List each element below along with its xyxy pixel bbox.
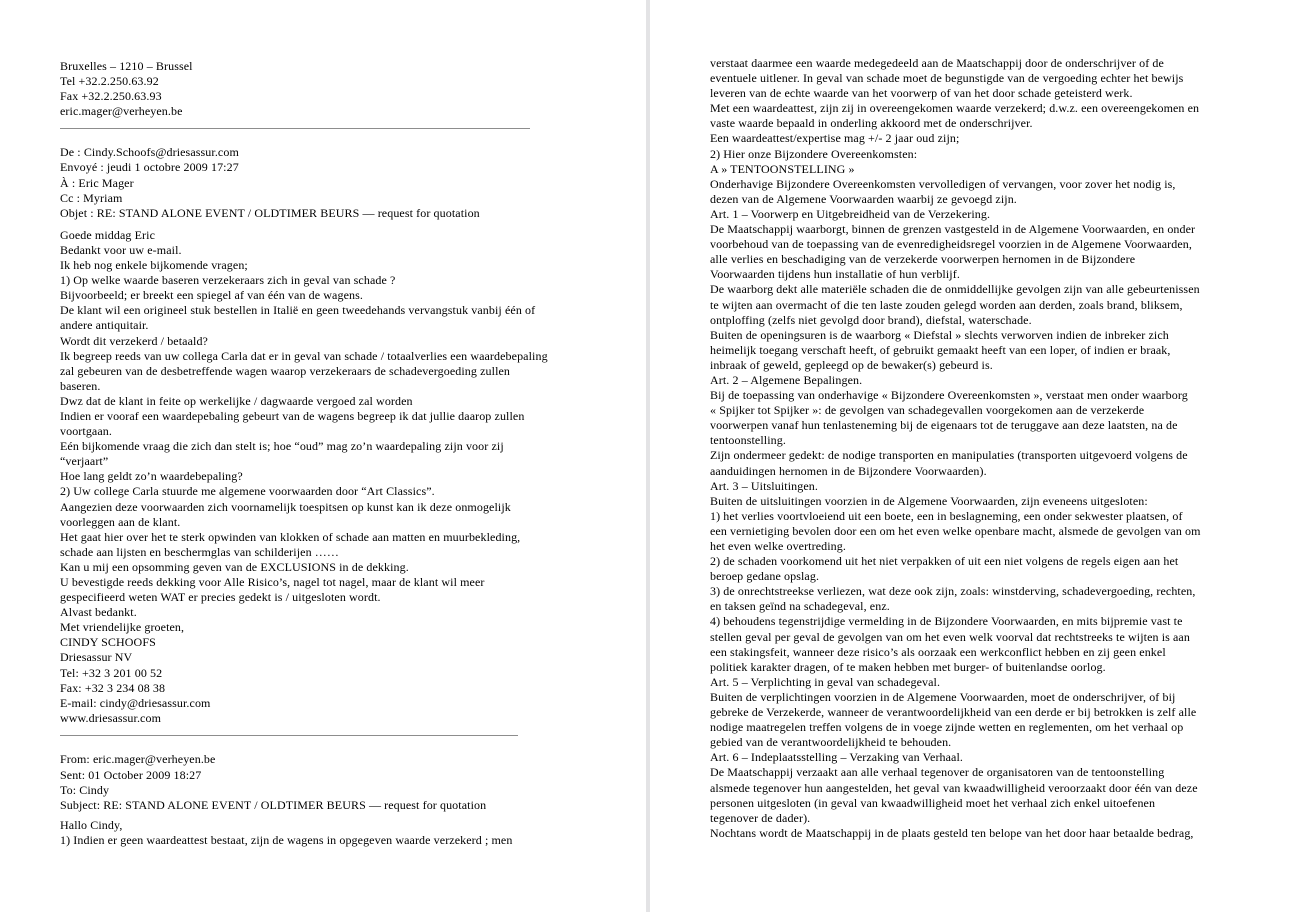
- text-line: Goede middag Eric: [60, 227, 155, 242]
- text-line: Met een waardeattest, zijn zij in overeengekomen waarde verzekerd; d.w.z. een overeengekomen en: [710, 101, 1200, 116]
- text-line: te wijten aan overmacht of die ten laste zouden gelegd worden aan derden, zoals brand, bliksem,: [710, 297, 1183, 312]
- text-line: De : Cindy.Schoofs@driesassur.com: [60, 145, 239, 160]
- text-line: Ik heb nog enkele bijkomende vragen;: [60, 258, 248, 273]
- text-line: 2) Uw college Carla stuurde me algemene voorwaarden door “Art Classics”.: [60, 484, 435, 499]
- text-line: Voorwaarden tijdens hun installatie of hun verblijf.: [710, 267, 960, 282]
- text-line: 2) de schaden voorkomend uit het niet verpakken of uit een niet volgens de regels eigen aan het: [710, 554, 1179, 569]
- text-line: voorbehoud van de toepassing van de evenredigheidsregel voorzien in de Algemene Voorwaarden,: [710, 237, 1192, 252]
- text-line: voorleggen aan de klant.: [60, 514, 181, 529]
- text-line: eventuele uitlener. In geval van schade moet de begunstigde van de vergoeding echter het bewijs: [710, 71, 1184, 86]
- text-line: dezen van de Algemene Voorwaarden waarbij ze gevoegd zijn.: [710, 191, 1017, 206]
- text-line: politiek karakter dragen, of te maken hebben met burger- of buitenlandse oorlog.: [710, 659, 1106, 674]
- text-line: Ik begreep reeds van uw collega Carla dat er in geval van schade / totaalverlies een waardebepaling: [60, 348, 548, 363]
- text-line: « Spijker tot Spijker »: de gevolgen van schadegevallen voorgekomen aan de verzekerde: [710, 403, 1145, 418]
- text-line: Art. 1 – Voorwerp en Uitgebreidheid van de Verzekering.: [710, 206, 991, 221]
- text-line: stellen geval per geval de gevolgen van om het even welk voorval dat rechtstreeks te wijten is aan: [710, 629, 1190, 644]
- text-line: verstaat daarmee een waarde medegedeeld aan de Maatschappij door de onderschrijver of de: [710, 56, 1164, 70]
- text-line: Art. 2 – Algemene Bepalingen.: [710, 372, 863, 387]
- text-line: alsmede tegenover hun aangestelden, het geval van kwaadwilligheid veroorzaakt door één van deze: [710, 780, 1198, 795]
- text-line: 3) de onrechtstreekse verliezen, wat deze ook zijn, zoals: winstderving, schadevergoeding, rechten,: [710, 584, 1196, 599]
- text-line: Wordt dit verzekerd / betaald?: [60, 333, 208, 348]
- text-line: Tel: +32 3 201 00 52: [60, 665, 163, 680]
- text-line: 1) Indien er geen waardeattest bestaat, zijn de wagens in opgegeven waarde verzekerd ; men: [60, 832, 513, 847]
- text-line: De Maatschappij waarborgt, binnen de grenzen vastgesteld in de Algemene Voorwaarden, en onder: [710, 222, 1196, 237]
- text-line: Objet : RE: STAND ALONE EVENT / OLDTIMER BEURS — request for quotation: [60, 205, 480, 220]
- text-line: Hoe lang geldt zo’n waardebepaling?: [60, 469, 243, 484]
- email-separator: [60, 128, 530, 129]
- text-line: Eén bijkomende vraag die zich dan stelt is; hoe “oud” mag zo’n waardepaling zijn voor zij: [60, 439, 504, 454]
- message2-body: [60, 818, 646, 848]
- text-line: Buiten de uitsluitingen voorzien in de Algemene Voorwaarden, zijn eveneens uitgesloten:: [710, 493, 1148, 508]
- page-right: [650, 0, 1292, 912]
- text-line: Alvast bedankt.: [60, 605, 137, 620]
- text-line: Dwz dat de klant in feite op werkelijke / dagwaarde vergoed zal worden: [60, 393, 413, 408]
- text-line: À : Eric Mager: [60, 175, 134, 190]
- text-line: www.driesassur.com: [60, 710, 162, 725]
- text-line: U bevestigde reeds dekking voor Alle Risico’s, nagel tot nagel, maar de klant wil meer: [60, 575, 485, 589]
- text-line: To: Cindy: [60, 782, 110, 797]
- text-line: nodige maatregelen treffen volgens de in voege zijnde wetten en reglementen, om het verhaal op: [710, 720, 1184, 735]
- text-line: Fax: +32 3 234 08 38: [60, 680, 166, 695]
- text-line: Buiten de verplichtingen voorzien in de Algemene Voorwaarden, moet de onderschrijver, of bij: [710, 689, 1176, 704]
- text-line: Bedankt voor uw e-mail.: [60, 242, 182, 257]
- text-line: Indien er vooraf een waardepebaling gebeurt van de wagens begreep ik dat jullie daarop zullen: [60, 408, 525, 423]
- text-line: Het gaat hier over het te sterk opwinden van klokken of schade aan matten en muurbekleding,: [60, 529, 521, 544]
- text-line: Met vriendelijke groeten,: [60, 620, 185, 635]
- text-line: Onderhavige Bijzondere Overeenkomsten vervolledigen of vervangen, voor zover het nodig is,: [710, 176, 1176, 191]
- text-line: aanduidingen hernomen in de Bijzondere Voorwaarden).: [710, 463, 987, 478]
- text-line: het even welke overtreding.: [710, 539, 846, 553]
- text-line: Een waardeattest/expertise mag +/- 2 jaar oud zijn;: [710, 131, 960, 146]
- text-line: Envoyé : jeudi 1 octobre 2009 17:27: [60, 160, 239, 175]
- text-line: tegenover de dader).: [710, 810, 811, 825]
- text-line: een vernietiging bevolen door een om het even welke openbare macht, alsmede de gevolgen van om: [710, 523, 1201, 538]
- message2-headers: [60, 752, 646, 812]
- text-line: gebied van de verantwoordelijkheid te behouden.: [710, 735, 952, 750]
- text-line: eric.mager@verheyen.be: [60, 104, 183, 119]
- text-line: Zijn ondermeer gedekt: de nodige transporten en manipulaties (transporten uitgevoerd volgens de: [710, 448, 1188, 463]
- text-line: Bruxelles – 1210 – Brussel: [60, 59, 193, 73]
- text-line: Driesassur NV: [60, 650, 133, 665]
- text-line: Tel +32.2.250.63.92: [60, 74, 159, 89]
- text-line: tentoonstelling.: [710, 433, 786, 448]
- text-line: Fax +32.2.250.63.93: [60, 89, 162, 104]
- text-line: vaste waarde bepaald in onderling akkoord met de onderschrijver.: [710, 116, 1033, 131]
- right-page-body: [710, 56, 1292, 841]
- text-line: baseren.: [60, 378, 101, 393]
- text-line: inbraak of geweld, gepleegd op de bewaker(s) gebeurd is.: [710, 357, 993, 372]
- text-line: From: eric.mager@verheyen.be: [60, 752, 216, 767]
- text-line: “verjaart”: [60, 454, 109, 469]
- text-line: ontploffing (zelfs niet gevolgd door brand), diefstal, waterschade.: [710, 312, 1032, 327]
- text-line: een stakingsfeit, wanneer deze risico’s als oorzaak een werkconflict hebben en zij geen enkel: [710, 644, 1166, 659]
- text-line: De waarborg dekt alle materiële schaden die de onmiddellijke gevolgen zijn van alle gebeurtenissen: [710, 282, 1200, 297]
- text-line: Nochtans wordt de Maatschappij in de plaats gesteld ten belope van het door haar betaalde bedrag,: [710, 825, 1194, 840]
- text-line: De Maatschappij verzaakt aan alle verhaal tegenover de organisatoren van de tentoonstelling: [710, 765, 1165, 780]
- text-line: heimelijk toegang verschaft heeft, of gebruikt gemaakt heeft van een loper, of indien er braak,: [710, 342, 1171, 357]
- text-line: Kan u mij een opsomming geven van de EXCLUSIONS in de dekking.: [60, 559, 409, 574]
- text-line: Sent: 01 October 2009 18:27: [60, 767, 202, 782]
- text-line: voortgaan.: [60, 424, 112, 439]
- text-line: alle verlies en beschadiging van de verzekerde voorwerpen hernomen in de Bijzondere: [710, 252, 1136, 267]
- text-line: zal gebeuren van de desbetreffende wagen waarop verzekeraars de schadevergoeding zullen: [60, 363, 511, 378]
- text-line: en taksen geïnd na schadegeval, enz.: [710, 599, 890, 614]
- text-line: CINDY SCHOOFS: [60, 635, 156, 650]
- text-line: Subject: RE: STAND ALONE EVENT / OLDTIMER BEURS — request for quotation: [60, 797, 487, 812]
- text-line: Aangezien deze voorwaarden zich voornamelijk toespitsen op kunst kan ik deze onmogelijk: [60, 499, 511, 514]
- text-line: Hallo Cindy,: [60, 817, 123, 832]
- text-line: 2) Hier onze Bijzondere Overeenkomsten:: [710, 146, 918, 161]
- text-line: voorwerpen vanaf hun tenlasteneming bij de eigenaars tot de teruggave aan deze laatsten, na de: [710, 418, 1178, 433]
- text-line: Art. 5 – Verplichting in geval van schadegeval.: [710, 674, 941, 689]
- text-line: gespecifieerd weten WAT er precies gedekt is / uitgesloten wordt.: [60, 590, 381, 605]
- sender-contact-block: [60, 59, 646, 119]
- text-line: Bijvoorbeeld; er breekt een spiegel af van één van de wagens.: [60, 288, 363, 303]
- text-line: Art. 3 – Uitsluitingen.: [710, 478, 818, 493]
- text-line: 1) Op welke waarde baseren verzekeraars zich in geval van schade ?: [60, 273, 396, 288]
- text-line: 1) het verlies voortvloeiend uit een boete, een in beslagneming, een onder sekwester plaatsen, of: [710, 508, 1183, 523]
- text-line: personen uitgesloten (in geval van kwaadwilligheid moet het verhaal zich enkel uitoefenen: [710, 795, 1156, 810]
- message1-headers: [60, 145, 646, 220]
- message1-body: [60, 228, 646, 726]
- email-separator-2: [60, 735, 518, 736]
- text-line: andere antiquitair.: [60, 318, 149, 333]
- text-line: Cc : Myriam: [60, 190, 123, 205]
- text-line: E-mail: cindy@driesassur.com: [60, 695, 211, 710]
- text-line: Art. 6 – Indeplaatsstelling – Verzaking van Verhaal.: [710, 750, 964, 765]
- text-line: A » TENTOONSTELLING »: [710, 161, 855, 176]
- text-line: schade aan lijsten en beschermglas van schilderijen ……: [60, 544, 339, 559]
- text-line: leveren van de echte waarde van het voorwerp of van het door schade geteisterd werk.: [710, 86, 1133, 101]
- text-line: gebreke de Verzekerde, wanneer de verantwoordelijkheid van een derde er bij betrokken is zelf alle: [710, 705, 1197, 720]
- text-line: 4) behoudens tegenstrijdige vermelding in de Bijzondere Voorwaarden, en mits bijpremie vast te: [710, 614, 1183, 629]
- text-line: De klant wil een origineel stuk bestellen in Italië en geen tweedehands vervangstuk vanbij één of: [60, 303, 536, 318]
- text-line: beroep gedane opslag.: [710, 569, 820, 584]
- text-line: Buiten de openingsuren is de waarborg « Diefstal » slechts verworven indien de inbreker zich: [710, 327, 1169, 342]
- text-line: Bij de toepassing van onderhavige « Bijzondere Overeenkomsten », verstaat men onder waarborg: [710, 388, 1188, 403]
